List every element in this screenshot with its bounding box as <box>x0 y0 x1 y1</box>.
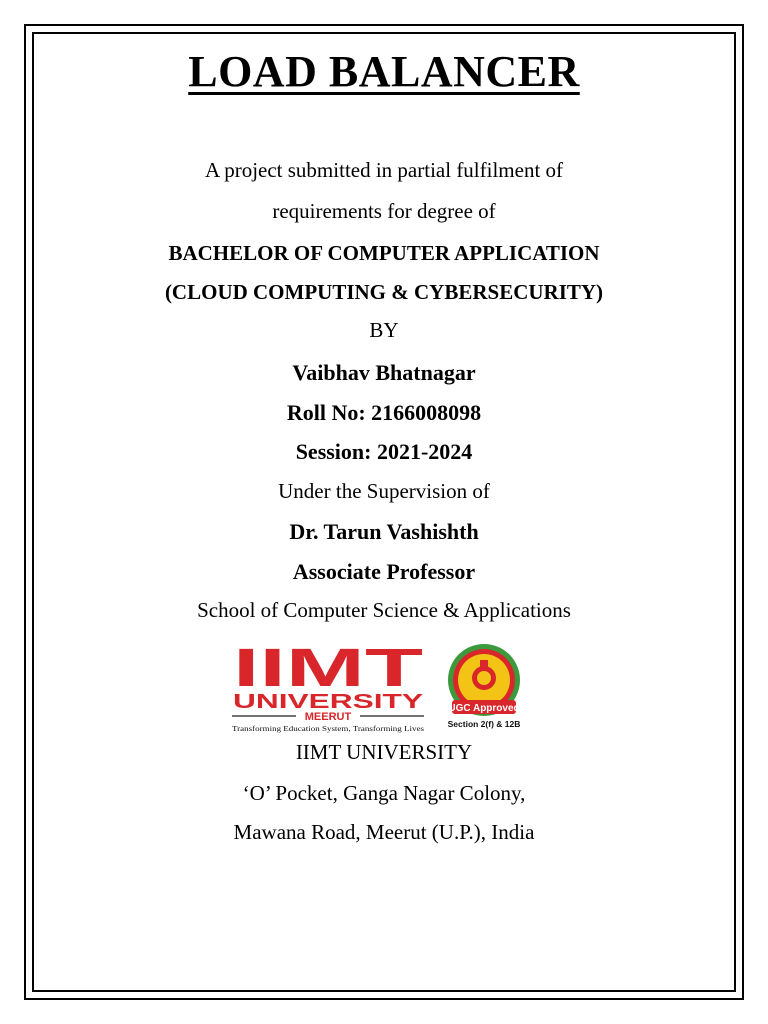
seal-section-text: Section 2(f) & 12B <box>447 719 521 729</box>
address-line-1: ‘O’ Pocket, Ganga Nagar Colony, <box>242 781 526 805</box>
iimt-university-logo <box>228 642 428 734</box>
document-title: LOAD BALANCER <box>188 47 580 96</box>
svg-text:Transforming Education System,: Transforming Education System, Transforming Lives <box>232 724 425 733</box>
by-label: BY <box>369 318 399 342</box>
session: Session: 2021-2024 <box>295 439 473 464</box>
supervision-label: Under the Supervision of <box>278 479 490 503</box>
roll-number: Roll No: 2166008098 <box>286 400 482 425</box>
degree-name: BACHELOR OF COMPUTER APPLICATION <box>168 241 600 265</box>
supervisor-designation: Associate Professor <box>292 559 476 584</box>
school-name: School of Computer Science & Applications <box>197 598 571 622</box>
svg-text:MEERUT: MEERUT <box>304 711 352 723</box>
student-name: Vaibhav Bhatnagar <box>292 360 476 385</box>
seal-badge-text: UGC Approved <box>448 703 520 714</box>
university-name: IIMT UNIVERSITY <box>295 740 473 764</box>
address-line-2: Mawana Road, Meerut (U.P.), India <box>233 820 535 844</box>
logos-row <box>228 642 538 734</box>
intro-line-1: A project submitted in partial fulfilment of <box>204 158 564 182</box>
svg-text:UNIVERSITY: UNIVERSITY <box>233 691 425 713</box>
degree-specialization: (CLOUD COMPUTING & CYBERSECURITY) <box>164 280 604 304</box>
supervisor-name: Dr. Tarun Vashishth <box>289 519 479 544</box>
intro-line-2: requirements for degree of <box>272 199 496 223</box>
svg-text:IIMT: IIMT <box>233 642 424 698</box>
ugc-approved-seal <box>434 642 534 734</box>
